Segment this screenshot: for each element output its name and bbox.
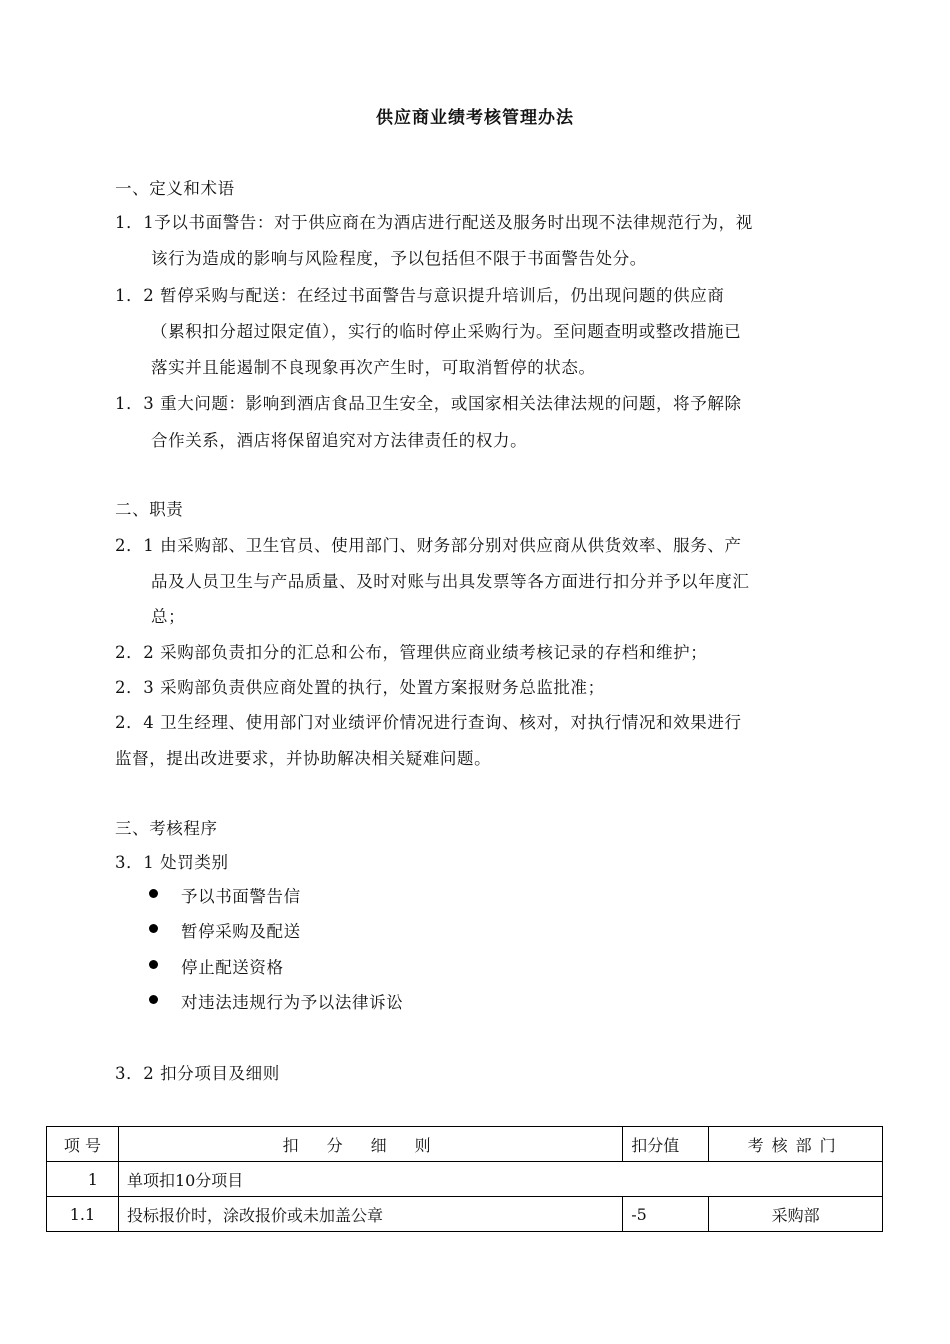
- section3-sub2: 3．2 扣分项目及细则: [115, 1064, 280, 1083]
- bullet-icon: [149, 995, 158, 1004]
- section2-item4-line2: 监督，提出改进要求，并协助解决相关疑难问题。: [115, 749, 492, 768]
- section2-item2: 2．2 采购部负责扣分的汇总和公布，管理供应商业绩考核记录的存档和维护；: [115, 643, 708, 662]
- penalty-type-1: 予以书面警告信: [181, 887, 301, 906]
- row-detail: 投标报价时，涂改报价或未加盖公章: [118, 1197, 622, 1232]
- table-header-row: [47, 1127, 883, 1162]
- section1-item1-line1: 1．1予以书面警告：对于供应商在为酒店进行配送及服务时出现不法律规范行为，视: [115, 213, 753, 232]
- table-row: [47, 1197, 883, 1232]
- section2-item1-line1: 2．1 由采购部、卫生官员、使用部门、财务部分别对供应商从供货效率、服务、产: [115, 536, 742, 555]
- section1-item2-line2: （累积扣分超过限定值），实行的临时停止采购行为。至问题查明或整改措施已: [151, 322, 742, 341]
- section1-item3-line1: 1．3 重大问题：影响到酒店食品卫生安全，或国家相关法律法规的问题，将予解除: [115, 394, 742, 413]
- section1-item3-line2: 合作关系，酒店将保留追究对方法律责任的权力。: [151, 431, 528, 450]
- penalty-type-3: 停止配送资格: [181, 958, 284, 977]
- penalty-type-2: 暂停采购及配送: [181, 922, 301, 941]
- header-item-no: 项 号: [47, 1127, 119, 1162]
- section3-sub1: 3．1 处罚类别: [115, 853, 229, 872]
- bullet-icon: [149, 889, 158, 898]
- section2-item1-line2: 品及人员卫生与产品质量、及时对账与出具发票等各方面进行扣分并予以年度汇: [151, 572, 750, 591]
- section1-item1-line2: 该行为造成的影响与风险程度，予以包括但不限于书面警告处分。: [151, 249, 647, 268]
- penalty-type-4: 对违法违规行为予以法律诉讼: [181, 993, 404, 1012]
- table-group-row: [47, 1162, 883, 1197]
- group-no: 1: [47, 1162, 119, 1197]
- header-dept: 考核部门: [709, 1127, 883, 1162]
- section2-item1-line3: 总；: [151, 607, 186, 626]
- section2-item3: 2．3 采购部负责供应商处置的执行，处置方案报财务总监批准；: [115, 678, 605, 697]
- section1-item2-line1: 1．2 暂停采购与配送：在经过书面警告与意识提升培训后，仍出现问题的供应商: [115, 286, 725, 305]
- bullet-icon: [149, 960, 158, 969]
- section1-heading: 一、定义和术语: [115, 179, 235, 198]
- document-title: 供应商业绩考核管理办法: [376, 108, 574, 128]
- section2-item4-line1: 2．4 卫生经理、使用部门对业绩评价情况进行查询、核对，对执行情况和效果进行: [115, 713, 742, 732]
- header-detail: 扣分细则: [118, 1127, 622, 1162]
- section2-heading: 二、职责: [115, 500, 184, 519]
- section1-item2-line3: 落实并且能遏制不良现象再次产生时，可取消暂停的状态。: [151, 358, 596, 377]
- header-score: 扣分值: [623, 1127, 709, 1162]
- row-score: -5: [623, 1197, 709, 1232]
- row-dept: 采购部: [709, 1197, 883, 1232]
- section3-heading: 三、考核程序: [115, 819, 218, 838]
- deduction-table: [46, 1126, 883, 1232]
- bullet-icon: [149, 924, 158, 933]
- row-no: 1.1: [47, 1197, 119, 1232]
- group-label: 单项扣10分项目: [118, 1162, 882, 1197]
